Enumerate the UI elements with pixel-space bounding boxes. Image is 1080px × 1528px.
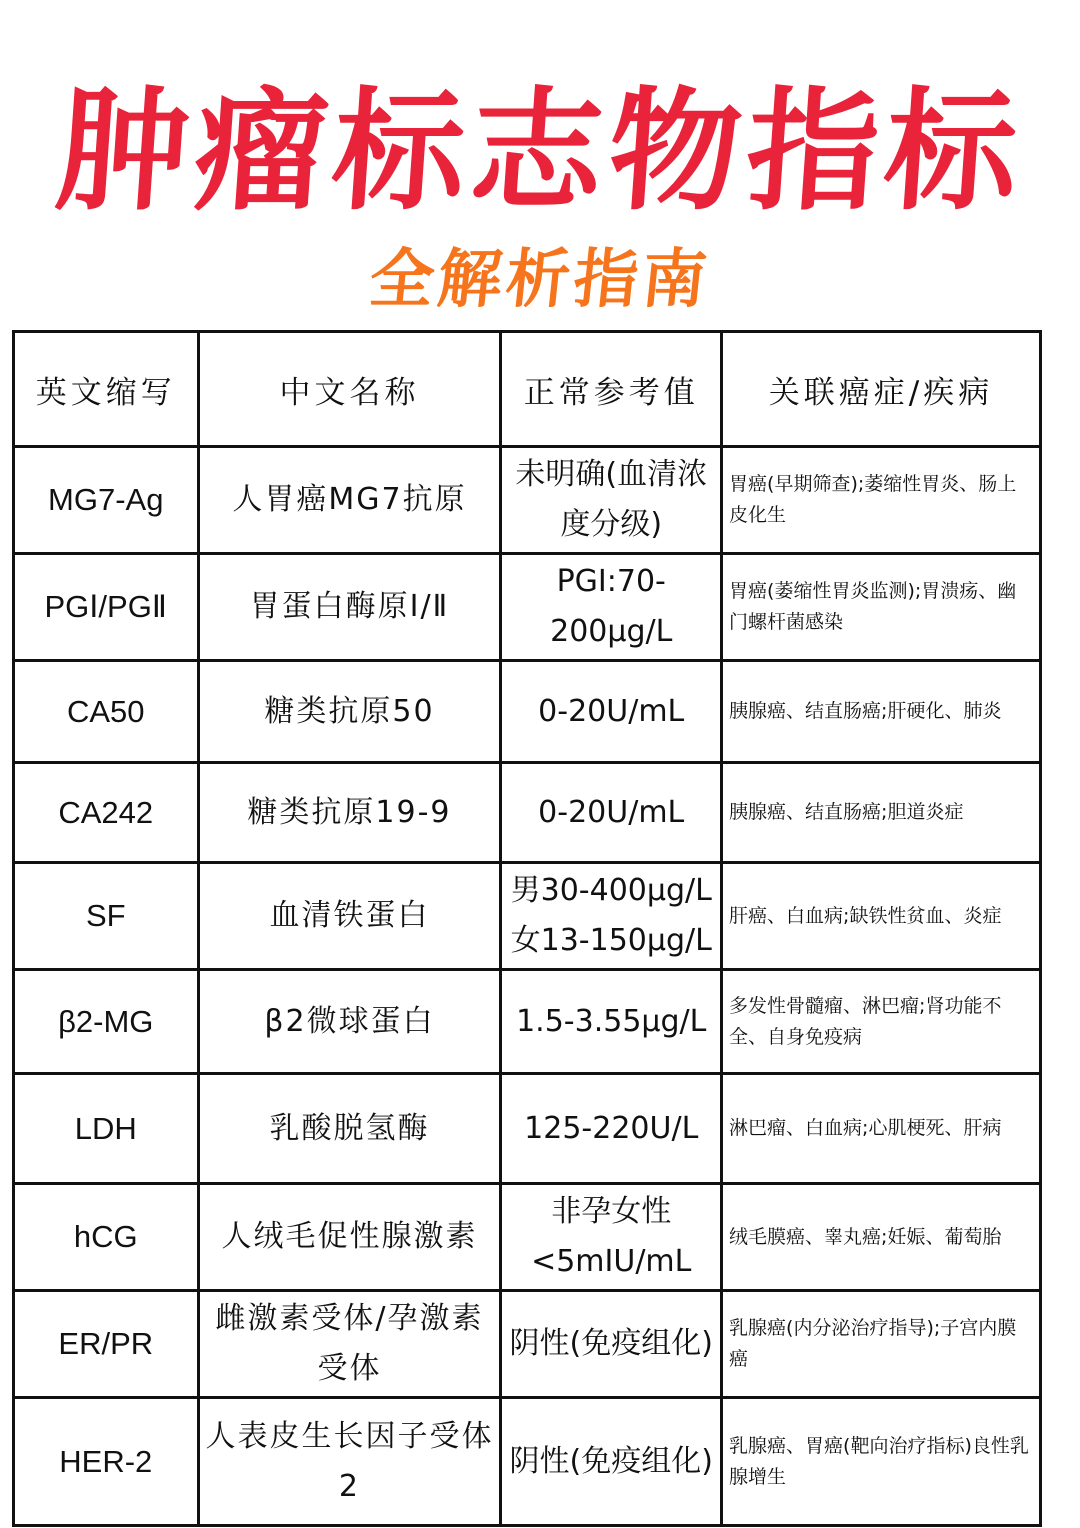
- cell-related-disease: 多发性骨髓瘤、淋巴瘤;肾功能不全、自身免疫病: [722, 970, 1041, 1074]
- tumor-marker-table: [12, 330, 1042, 1527]
- cell-abbreviation: CA242: [14, 763, 199, 863]
- table-row: [14, 661, 1041, 763]
- cell-abbreviation: HER-2: [14, 1398, 199, 1526]
- cell-related-disease: 绒毛膜癌、睾丸癌;妊娠、葡萄胎: [722, 1184, 1041, 1291]
- cell-reference-value: 0-20U/mL: [501, 661, 722, 763]
- cell-abbreviation: ER/PR: [14, 1291, 199, 1398]
- cell-abbreviation: β2-MG: [14, 970, 199, 1074]
- header-abbreviation: 英文缩写: [14, 332, 199, 447]
- cell-abbreviation: hCG: [14, 1184, 199, 1291]
- header-reference-value: 正常参考值: [501, 332, 722, 447]
- cell-chinese-name: 乳酸脱氢酶: [198, 1074, 501, 1184]
- table-row: [14, 970, 1041, 1074]
- table-header-row: [14, 332, 1041, 447]
- cell-chinese-name: 糖类抗原50: [198, 661, 501, 763]
- table-row: [14, 1398, 1041, 1526]
- cell-chinese-name: 糖类抗原19-9: [198, 763, 501, 863]
- cell-related-disease: 乳腺癌(内分泌治疗指导);子宫内膜癌: [722, 1291, 1041, 1398]
- table-row: [14, 1184, 1041, 1291]
- cell-chinese-name: 人胃癌MG7抗原: [198, 447, 501, 554]
- cell-chinese-name: β2微球蛋白: [198, 970, 501, 1074]
- cell-abbreviation: PGⅠ/PGⅡ: [14, 554, 199, 661]
- table-row: [14, 447, 1041, 554]
- cell-abbreviation: CA50: [14, 661, 199, 763]
- cell-abbreviation: SF: [14, 863, 199, 970]
- cell-reference-value: 125-220U/L: [501, 1074, 722, 1184]
- cell-chinese-name: 人表皮生长因子受体2: [198, 1398, 501, 1526]
- cell-reference-value: PGⅠ:70-200μg/L: [501, 554, 722, 661]
- cell-reference-value: 0-20U/mL: [501, 763, 722, 863]
- cell-related-disease: 淋巴瘤、白血病;心肌梗死、肝病: [722, 1074, 1041, 1184]
- cell-related-disease: 乳腺癌、胃癌(靶向治疗指标)良性乳腺增生: [722, 1398, 1041, 1526]
- cell-chinese-name: 血清铁蛋白: [198, 863, 501, 970]
- cell-abbreviation: MG7-Ag: [14, 447, 199, 554]
- cell-reference-value: 1.5-3.55μg/L: [501, 970, 722, 1074]
- table-row: [14, 554, 1041, 661]
- header-related-disease: 关联癌症/疾病: [722, 332, 1041, 447]
- cell-reference-value: 阴性(免疫组化): [501, 1398, 722, 1526]
- cell-related-disease: 胃癌(早期筛查);萎缩性胃炎、肠上皮化生: [722, 447, 1041, 554]
- table-row: [14, 863, 1041, 970]
- table-row: [14, 763, 1041, 863]
- cell-related-disease: 胰腺癌、结直肠癌;胆道炎症: [722, 763, 1041, 863]
- cell-reference-value: 非孕女性 <5mIU/mL: [501, 1184, 722, 1291]
- cell-chinese-name: 胃蛋白酶原Ⅰ/Ⅱ: [198, 554, 501, 661]
- table-row: [14, 1291, 1041, 1398]
- page-title: 肿瘤标志物指标: [51, 75, 1029, 229]
- cell-reference-value: 未明确(血清浓度分级): [501, 447, 722, 554]
- cell-reference-value: 男30-400μg/L 女13-150μg/L: [501, 863, 722, 970]
- cell-related-disease: 肝癌、白血病;缺铁性贫血、炎症: [722, 863, 1041, 970]
- cell-reference-value: 阴性(免疫组化): [501, 1291, 722, 1398]
- cell-related-disease: 胰腺癌、结直肠癌;肝硬化、肺炎: [722, 661, 1041, 763]
- cell-related-disease: 胃癌(萎缩性胃炎监测);胃溃疡、幽门螺杆菌感染: [722, 554, 1041, 661]
- cell-chinese-name: 人绒毛促性腺激素: [198, 1184, 501, 1291]
- cell-abbreviation: LDH: [14, 1074, 199, 1184]
- table-row: [14, 1074, 1041, 1184]
- cell-chinese-name: 雌激素受体/孕激素受体: [198, 1291, 501, 1398]
- header-chinese-name: 中文名称: [198, 332, 501, 447]
- page-subtitle: 全解析指南: [366, 243, 714, 317]
